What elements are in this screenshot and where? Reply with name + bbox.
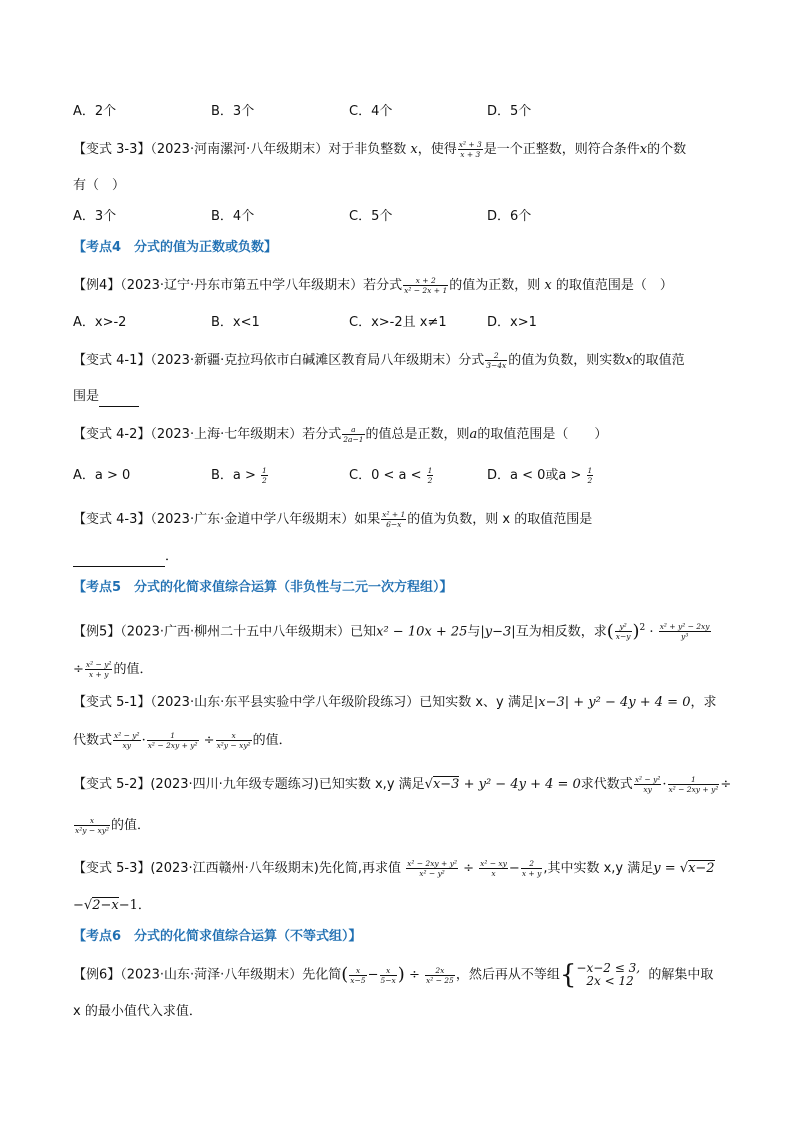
v53-line2	[73, 896, 151, 916]
frac-num: x² + 1	[382, 510, 406, 519]
option-a: A．2个	[73, 104, 117, 119]
v41-question	[73, 351, 685, 371]
v51-line2-head: 代数式	[73, 733, 113, 748]
v43-question	[73, 510, 592, 530]
option-b: B．3个	[211, 104, 255, 119]
frac-den: 2a−1	[343, 435, 364, 444]
var-x: x	[639, 142, 648, 157]
ex5-fraction-3	[85, 660, 113, 679]
v42-head: 【变式 4-2】（2023·上海·七年级期末）若分式	[73, 427, 342, 442]
frac-num: 1	[427, 466, 433, 475]
v53-tail: ,其中实数 x,y 满足	[543, 861, 654, 876]
frac-num: x² − y²	[114, 731, 140, 740]
v53-radicand-1: x−2	[688, 861, 715, 876]
frac-den: x	[491, 869, 496, 878]
v43-line2-text: ．	[165, 549, 179, 564]
frac-num: x² + y² − 2xy	[659, 622, 710, 632]
q32-options	[73, 102, 733, 122]
v33-head: 【变式 3-3】（2023·河南漯河·八年级期末）对于非负整数	[73, 142, 411, 157]
ex4-head: 【例4】（2023·辽宁·丹东市第五中学八年级期末）若分式	[73, 278, 403, 293]
option-c	[349, 466, 434, 486]
frac-num: 1	[262, 466, 267, 475]
frac-num: x² + 3	[458, 140, 482, 149]
option-a: A．3个	[73, 209, 117, 224]
v52-fraction-3	[74, 816, 110, 835]
exponent-2: 2	[639, 623, 646, 633]
frac-num: x	[216, 731, 252, 741]
ex4-options	[73, 313, 733, 333]
option-b: B．x<1	[211, 315, 260, 330]
v41-line2-text: 围是	[73, 389, 100, 404]
option-d: D．5个	[487, 104, 532, 119]
ex6-mid: ，然后再从不等组	[455, 967, 560, 983]
frac-num: y²	[615, 622, 632, 632]
answer-blank[interactable]	[73, 552, 165, 567]
v53-radicand-2: 2−x	[92, 898, 119, 913]
v33-tail: 的个数	[647, 142, 687, 157]
v43-head: 【变式 4-3】（2023·广东·金道中学八年级期末）如果	[73, 512, 381, 527]
frac-num: a	[342, 425, 364, 435]
frac-num: x² − xy	[480, 859, 507, 868]
v51-condition: |x−3| + y² − 4y + 4 = 0	[533, 695, 691, 710]
frac-den: x² − 25	[426, 975, 454, 985]
v42-options	[73, 466, 733, 486]
divide-operator: ÷	[458, 861, 479, 876]
ex6-line2: x 的最小值代入求值．	[73, 1004, 202, 1019]
frac-den: x²y − xy²	[216, 741, 251, 750]
ex5-expr2: |y−3|	[480, 624, 516, 640]
v41-tail: 的值为负数，则实数	[508, 353, 626, 368]
frac-den: xy	[122, 741, 132, 750]
v51-fraction-1	[113, 731, 141, 750]
v53-head: 【变式 5-3】(2023·江西赣州·八年级期末)先化简,再求值	[73, 861, 401, 876]
ex5-head: 【例5】（2023·广西·柳州二十五中八年级期末）已知	[73, 624, 377, 640]
divide-operator: ÷	[199, 733, 215, 748]
frac-den: x + y	[521, 869, 542, 878]
ex5-fraction-2	[659, 622, 711, 641]
section-heading-5: 【考点5 分式的化简求值综合运算（非负性与二元一次方程组）】	[73, 580, 453, 595]
divide-operator: ÷	[404, 967, 424, 983]
ex5-mid: 与	[467, 624, 481, 640]
v43-line2	[73, 547, 178, 567]
v53-fraction-2	[479, 859, 508, 878]
minus-operator: −	[367, 967, 379, 983]
v52-line2-tail: 的值．	[111, 818, 151, 833]
v41-head: 【变式 4-1】（2023·新疆·克拉玛依市白碱滩区教育局八年级期末）分式	[73, 353, 485, 368]
frac-num: x² − y²	[85, 660, 112, 669]
dot-operator: ·	[662, 777, 667, 792]
frac-den: 5−x	[380, 975, 396, 985]
option-b: B．4个	[211, 209, 255, 224]
option-b-text: B．a >	[211, 468, 261, 483]
v33-options	[73, 207, 733, 227]
v51-question	[73, 693, 717, 713]
inequality-2: 2x < 12	[586, 974, 634, 988]
section-heading-6: 【考点6 分式的化简求值综合运算（不等式组）】	[73, 929, 362, 944]
ex4-tail2: 的取值范围是（ ）	[555, 278, 673, 293]
frac-den: x + y	[88, 670, 109, 679]
frac-num: 2	[521, 859, 543, 869]
option-d-text: D．a < 0或a >	[487, 468, 586, 483]
v41-tail2: 的取值范	[632, 353, 685, 368]
v51-fraction-2	[147, 731, 199, 750]
v51-line2	[73, 731, 292, 751]
frac-den: x² − 2xy + y²	[147, 741, 198, 750]
v43-tail: 的值为负数，则 x 的取值范围是	[407, 512, 593, 527]
ex5-paren-fraction	[615, 622, 632, 641]
v52-head: 【变式 5-2】(2023·四川·九年级专题练习)已知实数 x,y 满足	[73, 777, 425, 792]
frac-den: x−y	[615, 632, 631, 642]
ex5-line2-tail: 的值．	[113, 662, 153, 677]
ex6-question	[73, 962, 713, 988]
frac-den: 2	[427, 476, 433, 485]
v51-fraction-3	[216, 731, 252, 750]
v53-fraction-1	[406, 859, 458, 878]
v52-condition: + y² − 4y + 4 = 0	[459, 777, 581, 792]
ex4-fraction	[403, 276, 448, 295]
paren-right-icon: )	[632, 620, 640, 642]
ex4-question	[73, 276, 673, 296]
option-a: A．x>-2	[73, 315, 127, 330]
ex5-tail: 互为相反数，求	[515, 624, 607, 640]
dot-operator: ·	[141, 733, 146, 748]
frac-num: x	[380, 966, 397, 976]
option-d: D．6个	[487, 209, 532, 224]
section-heading-4: 【考点4 分式的值为正数或负数】	[73, 240, 278, 255]
paren-left-icon: (	[606, 620, 614, 642]
v42-question	[73, 425, 607, 445]
v53-question	[73, 859, 715, 879]
frac-num: 1	[587, 466, 593, 475]
option-c: C．4个	[349, 104, 393, 119]
frac-den: 2	[262, 476, 267, 485]
v33-mid2: 是一个正整数，则符合条件	[483, 142, 640, 157]
option-c: C．x>-2且 x≠1	[349, 315, 447, 330]
divide-operator: ÷	[720, 777, 732, 792]
var-x: x	[540, 278, 556, 293]
ex5-line2	[73, 660, 152, 680]
ex5-expr1: x² − 10x + 25	[376, 624, 468, 640]
v53-fraction-3	[521, 859, 543, 878]
frac-den: x² − 2x + 1	[404, 286, 448, 295]
sqrt-icon: √	[679, 861, 689, 876]
ex6-fraction-1	[349, 966, 366, 985]
answer-blank[interactable]	[99, 392, 139, 407]
frac-num: 1	[147, 731, 199, 741]
frac-den: y³	[680, 632, 689, 642]
sqrt-icon: √	[83, 898, 93, 913]
v42-tail2: 的取值范围是（ ）	[477, 427, 608, 442]
half-fraction	[261, 466, 268, 485]
half-fraction	[587, 466, 594, 485]
var-x: x	[410, 142, 418, 157]
v52-mid: 求代数式	[580, 777, 633, 792]
v42-tail: 的值总是正数，则	[365, 427, 470, 442]
frac-den: x²y − xy²	[75, 826, 109, 835]
v41-line2	[73, 387, 139, 407]
v52-fraction-1	[634, 775, 662, 794]
v43-fraction	[381, 510, 406, 529]
frac-num: x² − 2xy + y²	[407, 859, 457, 868]
paren-right-icon: )	[397, 964, 405, 985]
option-a: A．a > 0	[73, 468, 131, 483]
ex5-question	[73, 618, 712, 642]
v41-fraction	[485, 351, 507, 370]
ex6-fraction-3	[425, 966, 455, 985]
frac-den: x² − 2xy + y²	[668, 785, 719, 794]
frac-num: 1	[668, 775, 720, 785]
frac-den: 6−x	[386, 520, 402, 529]
ex4-tail: 的值为正数，则	[449, 278, 541, 293]
sqrt-icon: √	[424, 777, 433, 792]
inequality-system	[576, 962, 640, 988]
frac-num: x	[349, 966, 366, 976]
var-a: a	[469, 427, 478, 442]
frac-num: 2	[485, 351, 507, 361]
v33-question	[73, 140, 686, 160]
ex6-head: 【例6】（2023·山东·菏泽·八年级期末）先化简	[73, 967, 342, 983]
frac-den: 3−4x	[486, 361, 507, 370]
v51-head: 【变式 5-1】（2023·山东·东平县实验中学八年级阶段练习）已知实数 x、y 满足	[73, 695, 534, 710]
dot-operator: ·	[645, 624, 658, 640]
frac-num: 2x	[425, 966, 455, 976]
half-fraction	[427, 466, 434, 485]
v52-fraction-2	[668, 775, 720, 794]
option-d: D．x>1	[487, 315, 537, 330]
minus-operator: −	[73, 898, 84, 913]
v52-radicand: x−3	[432, 777, 460, 792]
frac-den: x² − y²	[419, 869, 445, 878]
option-c: C．5个	[349, 209, 393, 224]
option-d	[487, 466, 594, 486]
v51-tail: ，求	[690, 695, 717, 710]
v51-line2-tail: 的值．	[252, 733, 292, 748]
frac-den: xy	[643, 785, 652, 794]
frac-num: x	[74, 816, 110, 826]
v53-condition: y =	[653, 861, 680, 876]
option-b	[211, 466, 269, 486]
inequality-1: −x−2 ≤ 3,	[576, 961, 641, 975]
frac-num: x² − y²	[634, 775, 661, 784]
left-brace-icon: {	[559, 960, 577, 990]
v42-fraction	[342, 425, 364, 444]
minus-operator: −	[508, 861, 520, 876]
var-x: x	[625, 353, 633, 368]
ex6-tail: 的解集中取	[648, 967, 714, 983]
frac-den: x−5	[350, 975, 366, 985]
v33-fraction	[458, 140, 483, 159]
frac-den: 2	[587, 476, 593, 485]
frac-den: x + 3	[460, 150, 481, 159]
v53-line2-tail: −1．	[118, 898, 151, 913]
divide-operator: ÷	[73, 662, 84, 677]
ex6-fraction-2	[380, 966, 397, 985]
frac-num: x + 2	[403, 276, 448, 286]
v52-question	[73, 775, 731, 795]
paren-left-icon: (	[341, 964, 349, 985]
v33-line2: 有（ ）	[73, 178, 126, 193]
v52-line2	[73, 816, 150, 836]
v33-mid1: ，使得	[417, 142, 457, 157]
option-c-text: C．0 < a <	[349, 468, 426, 483]
